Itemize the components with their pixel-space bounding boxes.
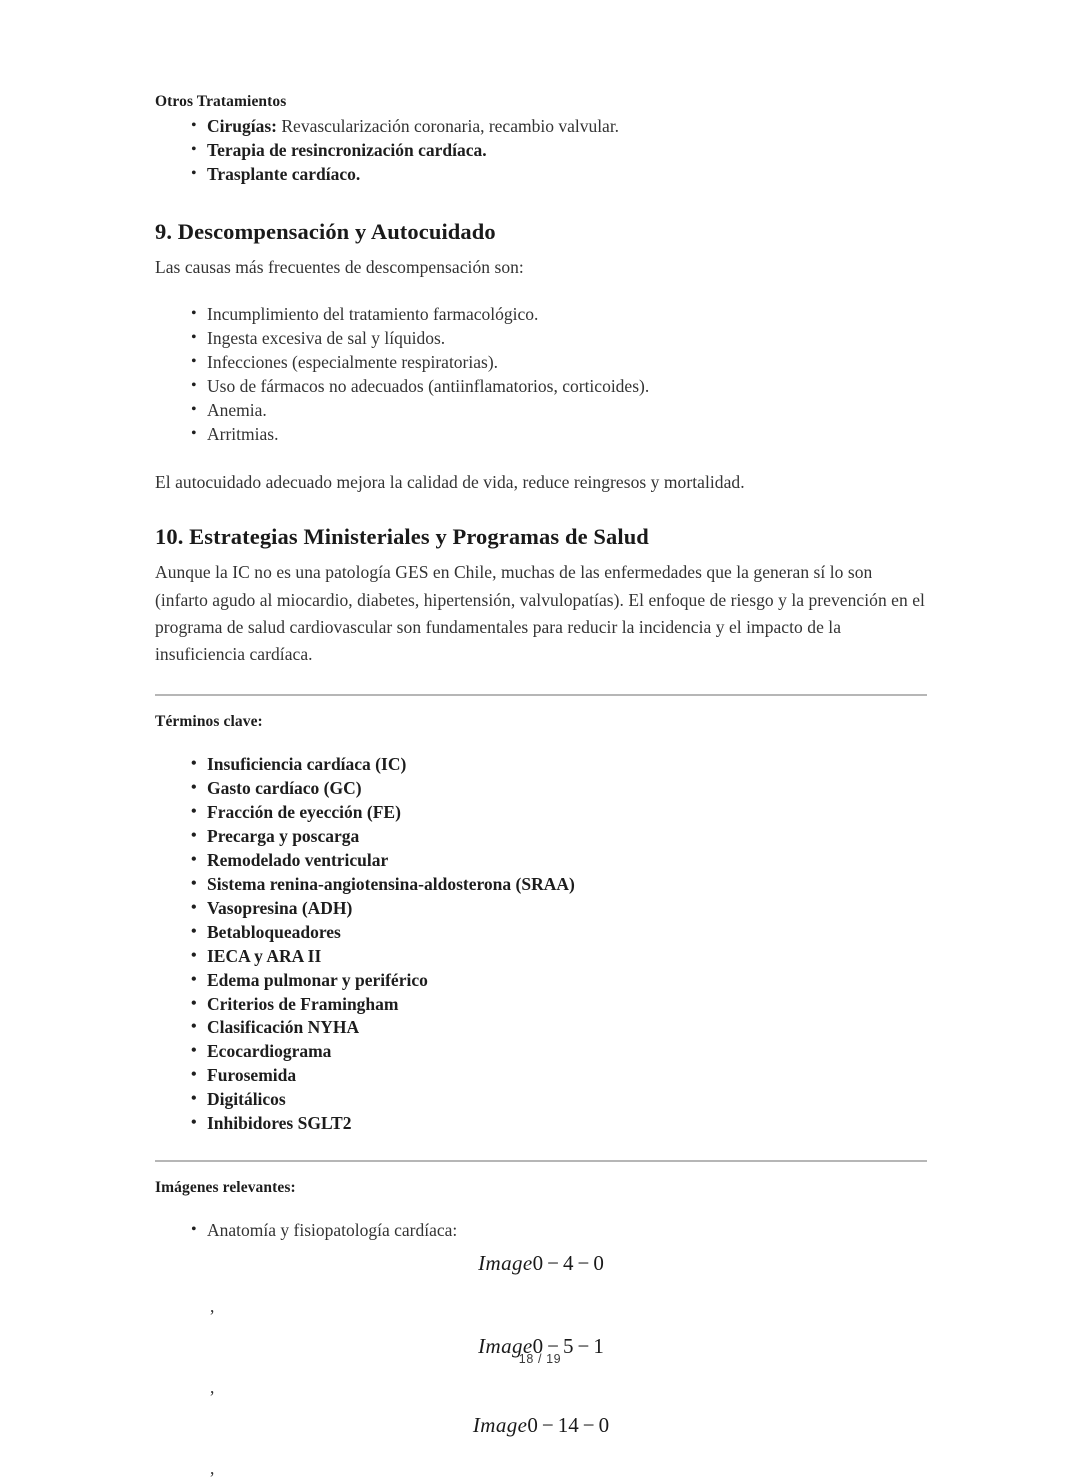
key-terms-heading: Términos clave: [155, 712, 263, 730]
list-item: • Furosemida [155, 1064, 927, 1088]
list-item: • Inhibidores SGLT2 [155, 1112, 927, 1136]
list-item: • Infecciones (especialmente respiratorias). [155, 351, 927, 375]
formula-operand-1: 0 [527, 1412, 538, 1437]
formula-separator: , [210, 1377, 215, 1398]
formula-operand-3: 0 [598, 1412, 610, 1437]
list-item [155, 163, 927, 187]
formula-operator-2: − [582, 1412, 595, 1437]
formula-operator-1: − [547, 1251, 559, 1276]
list-item: • Uso de fármacos no adecuados (antiinflamatorios, corticoides). [155, 375, 927, 399]
formula-operand-3: 0 [593, 1251, 604, 1276]
formula-operand-1: 0 [532, 1333, 544, 1358]
section-9-causes-list [155, 303, 927, 447]
list-item: • Arritmias. [155, 423, 927, 447]
relevant-images-heading: Imágenes relevantes: [155, 1179, 296, 1197]
formula-separator: , [210, 1457, 215, 1478]
other-treatments-heading: Otros Tratamientos [155, 93, 287, 110]
list-item: • Incumplimiento del tratamiento farmacológico. [155, 303, 927, 327]
section-10-paragraph: Aunque la IC no es una patología GES en Chile, muchas de las enfermedades que la generan sí lo son (infarto agudo al miocardio, diabetes, hipertensión, valvulopatías). El enfoque de riesgo y la prevención en el programa de salud cardiovascular son fundamentales para reducir la incidencia y el impacto de la insuficiencia cardíaca. [155, 562, 925, 664]
document-content [155, 92, 927, 1477]
list-item: • Sistema renina-angiotensina-aldosterona (SRAA) [155, 873, 927, 897]
formula-name: Image [478, 1333, 533, 1358]
list-item-rest: Revascularización coronaria, recambio valvular. [277, 115, 620, 136]
image-reference-formula [155, 1251, 927, 1276]
formula-operator-2: − [577, 1333, 590, 1358]
list-item: • Clasificación NYHA [155, 1016, 927, 1040]
other-treatments-list [155, 115, 927, 187]
list-item: • Ecocardiograma [155, 1040, 927, 1064]
formula-operand-2: 5 [562, 1333, 574, 1358]
list-item: • Criterios de Framingham [155, 993, 927, 1017]
list-item: • Remodelado ventricular [155, 849, 927, 873]
list-item: • Insuficiencia cardíaca (IC) [155, 753, 927, 777]
list-item-lead: Trasplante cardíaco. [207, 163, 361, 184]
formula-operator-1: − [541, 1412, 554, 1437]
list-item: • Anemia. [155, 399, 927, 423]
list-item-lead: Terapia de resincronización cardíaca. [207, 139, 487, 160]
list-item: • Betabloqueadores [155, 921, 927, 945]
section-9-closing: El autocuidado adecuado mejora la calidad de vida, reduce reingresos y mortalidad. [155, 472, 745, 493]
formula-operator-1: − [547, 1333, 559, 1358]
formula-name: Image [478, 1251, 533, 1276]
image-reference-formula [155, 1413, 927, 1438]
formula-operator-2: − [577, 1251, 590, 1276]
formula-name: Image [472, 1412, 528, 1437]
list-item: • Precarga y poscarga [155, 825, 927, 849]
formula-operand-1: 0 [532, 1251, 544, 1276]
list-item: • Fracción de eyección (FE) [155, 801, 927, 825]
formula-separator: , [210, 1296, 215, 1317]
formula-operand-2: 14 [557, 1412, 579, 1437]
list-item: • Edema pulmonar y periférico [155, 969, 927, 993]
formula-operand-2: 4 [562, 1251, 574, 1276]
list-item: • Ingesta excesiva de sal y líquidos. [155, 327, 927, 351]
section-9-intro: Las causas más frecuentes de descompensación son: [155, 257, 524, 278]
list-item: • Gasto cardíaco (GC) [155, 777, 927, 801]
relevant-images-item-label: • Anatomía y fisiopatología cardíaca: [155, 1219, 927, 1243]
list-item: • IECA y ARA II [155, 945, 927, 969]
formula-operand-3: 1 [593, 1333, 604, 1358]
list-item [155, 115, 927, 139]
list-item: • Vasopresina (ADH) [155, 897, 927, 921]
list-item-lead: Cirugías: [207, 115, 277, 136]
page-footer: 18 / 19 [518, 1352, 562, 1366]
section-9-title: 9. Descompensación y Autocuidado [155, 218, 496, 244]
list-item [155, 139, 927, 163]
section-10-title: 10. Estrategias Ministeriales y Programas de Salud [155, 524, 649, 550]
key-terms-list [155, 753, 927, 1137]
list-item: • Digitálicos [155, 1088, 927, 1112]
